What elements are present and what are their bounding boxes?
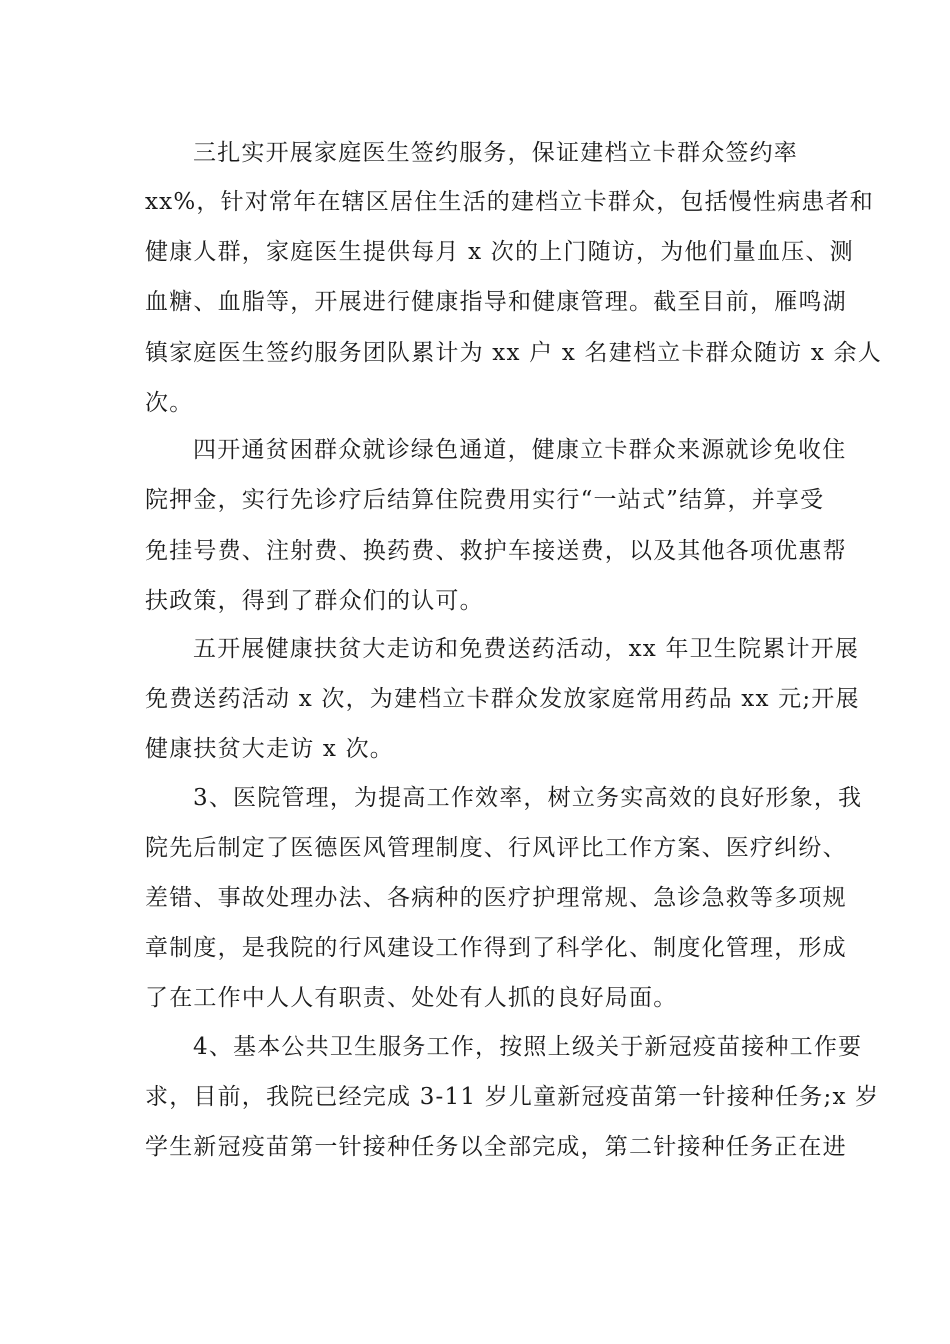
text-line: 五开展健康扶贫大走访和免费送药活动，xx 年卫生院累计开展 <box>193 636 860 662</box>
text-line: 学生新冠疫苗第一针接种任务以全部完成，第二针接种任务正在进 <box>145 1134 847 1160</box>
text-line: 4、基本公共卫生服务工作，按照上级关于新冠疫苗接种工作要 <box>193 1034 863 1060</box>
text-line: 了在工作中人人有职责、处处有人抓的良好局面。 <box>145 985 678 1011</box>
text-line: 求，目前，我院已经完成 3-11 岁儿童新冠疫苗第一针接种任务;x 岁 <box>145 1084 880 1110</box>
text-line: xx%，针对常年在辖区居住生活的建档立卡群众，包括慢性病患者和 <box>145 189 874 215</box>
text-line: 差错、事故处理办法、各病种的医疗护理常规、急诊急救等多项规 <box>145 885 847 911</box>
text-line: 次。 <box>145 390 194 416</box>
text-line: 健康人群，家庭医生提供每月 x 次的上门随访，为他们量血压、测 <box>145 239 854 265</box>
text-line: 免费送药活动 x 次，为建档立卡群众发放家庭常用药品 xx 元;开展 <box>145 686 860 712</box>
text-line: 扶政策，得到了群众们的认可。 <box>145 588 484 614</box>
text-line: 三扎实开展家庭医生签约服务，保证建档立卡群众签约率 <box>193 140 798 166</box>
text-line: 四开通贫困群众就诊绿色通道，健康立卡群众来源就诊免收住 <box>193 437 847 463</box>
text-line: 免挂号费、注射费、换药费、救护车接送费，以及其他各项优惠帮 <box>145 538 847 564</box>
text-line: 镇家庭医生签约服务团队累计为 xx 户 x 名建档立卡群众随访 x 余人 <box>145 340 882 366</box>
text-line: 章制度，是我院的行风建设工作得到了科学化、制度化管理，形成 <box>145 935 847 961</box>
text-line: 3、医院管理，为提高工作效率，树立务实高效的良好形象，我 <box>193 785 863 811</box>
text-line: 院押金，实行先诊疗后结算住院费用实行“一站式”结算，并享受 <box>145 487 825 513</box>
text-line: 院先后制定了医德医风管理制度、行风评比工作方案、医疗纠纷、 <box>145 835 847 861</box>
text-line: 血糖、血脂等，开展进行健康指导和健康管理。截至目前，雁鸣湖 <box>145 289 847 315</box>
text-line: 健康扶贫大走访 x 次。 <box>145 736 394 762</box>
